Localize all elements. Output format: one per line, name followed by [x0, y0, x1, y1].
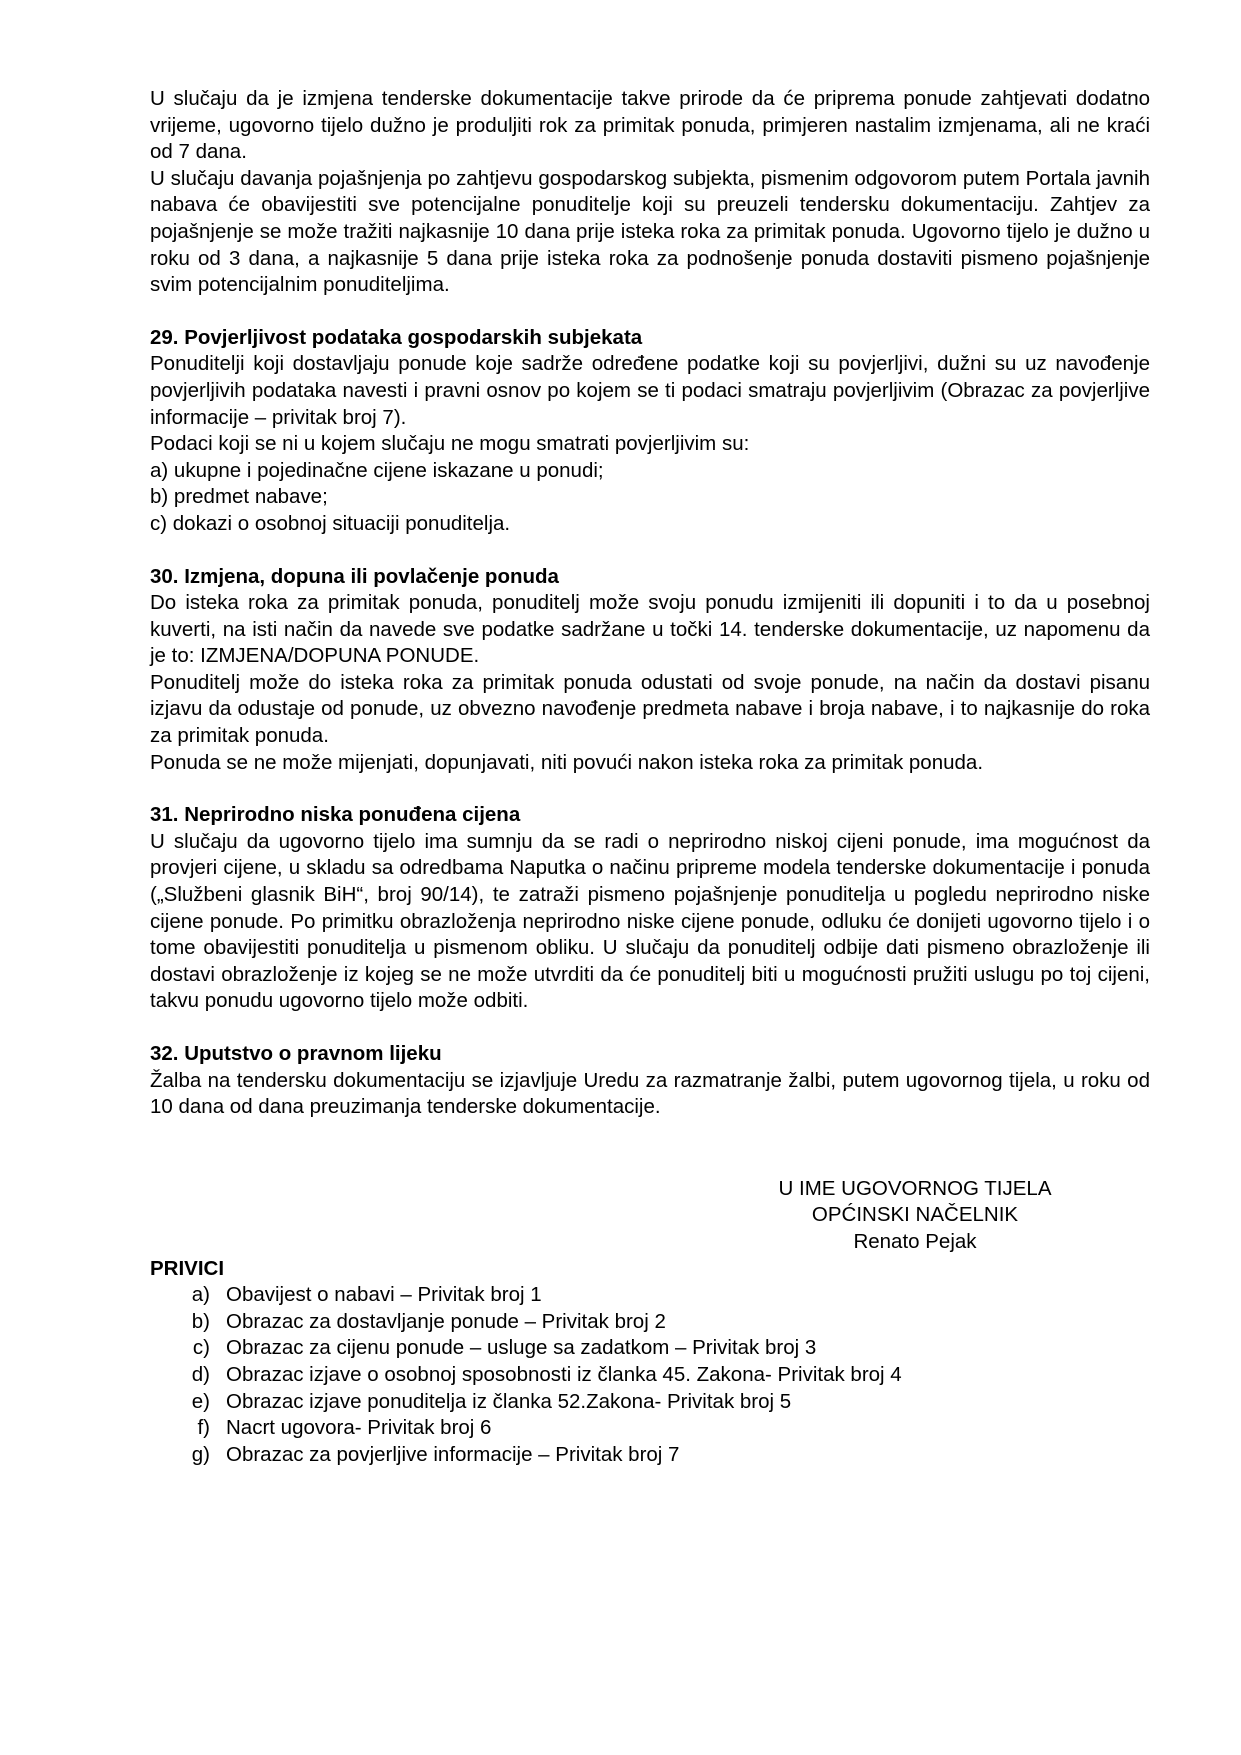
signature-block — [690, 1176, 1140, 1256]
attachment-text: Obrazac izjave o osobnoj sposobnosti iz članka 45. Zakona- Privitak broj 4 — [226, 1362, 902, 1386]
attachment-text: Obrazac za cijenu ponude – usluge sa zadatkom – Privitak broj 3 — [226, 1336, 817, 1360]
section-31 — [150, 802, 1150, 1015]
attachment-item — [150, 1362, 1150, 1389]
attachments-title: PRIVICI — [150, 1256, 225, 1280]
intro-paragraph: U slučaju davanja pojašnjenja po zahtjevu gospodarskog subjekta, pismenim odgovorom putem Portala javnih nabava će obavijestiti sve potencijalne ponuditelje koji su preuzeli tendersku dokumentaciju. Zahtjev za pojašnjenje se može tražiti najkasnije 10 dana prije isteka roka za primitak ponuda. Ugovorno tijelo je dužno u roku od 3 dana, a najkasnije 5 dana prije isteka roka za podnošenje ponuda dostaviti pismeno pojašnjenje svim potencijalnim ponuditeljima. — [150, 166, 1150, 297]
attachment-item — [150, 1282, 1150, 1309]
attachment-text: Obrazac izjave ponuditelja iz članka 52.Zakona- Privitak broj 5 — [226, 1389, 792, 1413]
section-paragraph: Ponuda se ne može mijenjati, dopunjavati, niti povući nakon isteka roka za primitak ponuda. — [150, 750, 984, 774]
attachments-list — [150, 1282, 1150, 1468]
section-heading: 31. Neprirodno niska ponuđena cijena — [150, 803, 521, 827]
list-item: b) predmet nabave; — [150, 485, 328, 509]
attachment-item — [150, 1309, 1150, 1336]
section-heading: 30. Izmjena, dopuna ili povlačenje ponuda — [150, 564, 559, 588]
section-29 — [150, 325, 1150, 538]
section-paragraph: Ponuditelj može do isteka roka za primitak ponuda odustati od svoje ponude, na način da dostavi pisanu izjavu da odustaje od ponude, uz obvezno navođenje predmeta nabave i broja nabave, i to najkasnije do roka za primitak ponuda. — [150, 670, 1150, 748]
section-paragraph: Podaci koji se ni u kojem slučaju ne mogu smatrati povjerljivim su: — [150, 432, 750, 456]
section-heading: 29. Povjerljivost podataka gospodarskih subjekata — [150, 325, 643, 349]
attachment-item — [150, 1415, 1150, 1442]
intro — [150, 86, 1150, 299]
attachment-text: Obrazac za dostavljanje ponude – Privitak broj 2 — [226, 1309, 666, 1333]
attachment-letter: a) — [191, 1283, 210, 1307]
attachment-text: Obrazac za povjerljive informacije – Privitak broj 7 — [226, 1442, 680, 1466]
signature-name: Renato Pejak — [853, 1229, 977, 1253]
section-paragraph: U slučaju da ugovorno tijelo ima sumnju da se radi o neprirodno niskoj cijeni ponude, ima mogućnost da provjeri cijene, u skladu sa odredbama Naputka o načinu pripreme modela tenderske dokumentacije i ponuda („Službeni glasnik BiH“, broj 90/14), te zatraži pismeno pojašnjenje ponuditelja u pogledu neprirodno niske cijene ponude. Po primitku obrazloženja neprirodno niske cijene ponude, odluku će donijeti ugovorno tijelo i o tome obavijestiti ponuditelja u pismenom obliku. U slučaju da ponuditelj odbije dati pismeno obrazloženje ili dostavi obrazloženje iz kojeg se ne može utvrditi da će ponuditelj biti u mogućnosti pružiti uslugu po toj cijeni, takvu ponudu ugovorno tijelo može odbiti. — [150, 829, 1150, 1013]
section-paragraph: Ponuditelji koji dostavljaju ponude koje sadrže određene podatke koji su povjerljivi, dužni su uz navođenje povjerljivih podataka navesti i pravni osnov po kojem se ti podaci smatraju povjerljivim (Obrazac za povjerljive informacije – privitak broj 7). — [150, 352, 1150, 429]
attachments — [150, 1256, 1150, 1469]
section-paragraph: Žalba na tendersku dokumentaciju se izjavljuje Uredu za razmatranje žalbi, putem ugovornog tijela, u roku od 10 dana od dana preuzimanja tenderske dokumentacije. — [150, 1068, 1150, 1119]
intro-paragraph: U slučaju da je izmjena tenderske dokumentacije takve prirode da će priprema ponude zahtjevati dodatno vrijeme, ugovorno tijelo dužno je produljiti rok za primitak ponuda, primjeren nastalim izmjenama, ali ne kraći od 7 dana. — [150, 87, 1150, 164]
attachment-item — [150, 1335, 1150, 1362]
attachment-text: Obavijest o nabavi – Privitak broj 1 — [226, 1283, 542, 1307]
attachment-item — [150, 1389, 1150, 1416]
list-item: a) ukupne i pojedinačne cijene iskazane u ponudi; — [150, 458, 604, 482]
list-item: c) dokazi o osobnoj situaciji ponuditelja. — [150, 511, 511, 535]
section-30 — [150, 564, 1150, 777]
attachment-letter: e) — [191, 1389, 210, 1413]
document-body — [150, 86, 1150, 1468]
attachment-text: Nacrt ugovora- Privitak broj 6 — [226, 1416, 492, 1440]
section-heading: 32. Uputstvo o pravnom lijeku — [150, 1042, 442, 1065]
attachment-letter: c) — [192, 1336, 210, 1360]
attachment-letter: d) — [191, 1362, 210, 1386]
attachment-letter: g) — [191, 1442, 210, 1466]
attachment-letter: f) — [197, 1416, 210, 1440]
attachment-letter: b) — [191, 1309, 210, 1333]
signature-title: OPĆINSKI NAČELNIK — [811, 1203, 1019, 1227]
attachment-item — [150, 1442, 1150, 1469]
section-paragraph: Do isteka roka za primitak ponuda, ponuditelj može svoju ponudu izmijeniti ili dopuniti i to da u posebnoj kuverti, na isti način da navede sve podatke sadržane u točki 14. tenderske dokumentacije, uz napomenu da je to: IZMJENA/DOPUNA PONUDE. — [150, 591, 1150, 668]
section-32 — [150, 1041, 1150, 1121]
signature-authority: U IME UGOVORNOG TIJELA — [778, 1176, 1052, 1200]
